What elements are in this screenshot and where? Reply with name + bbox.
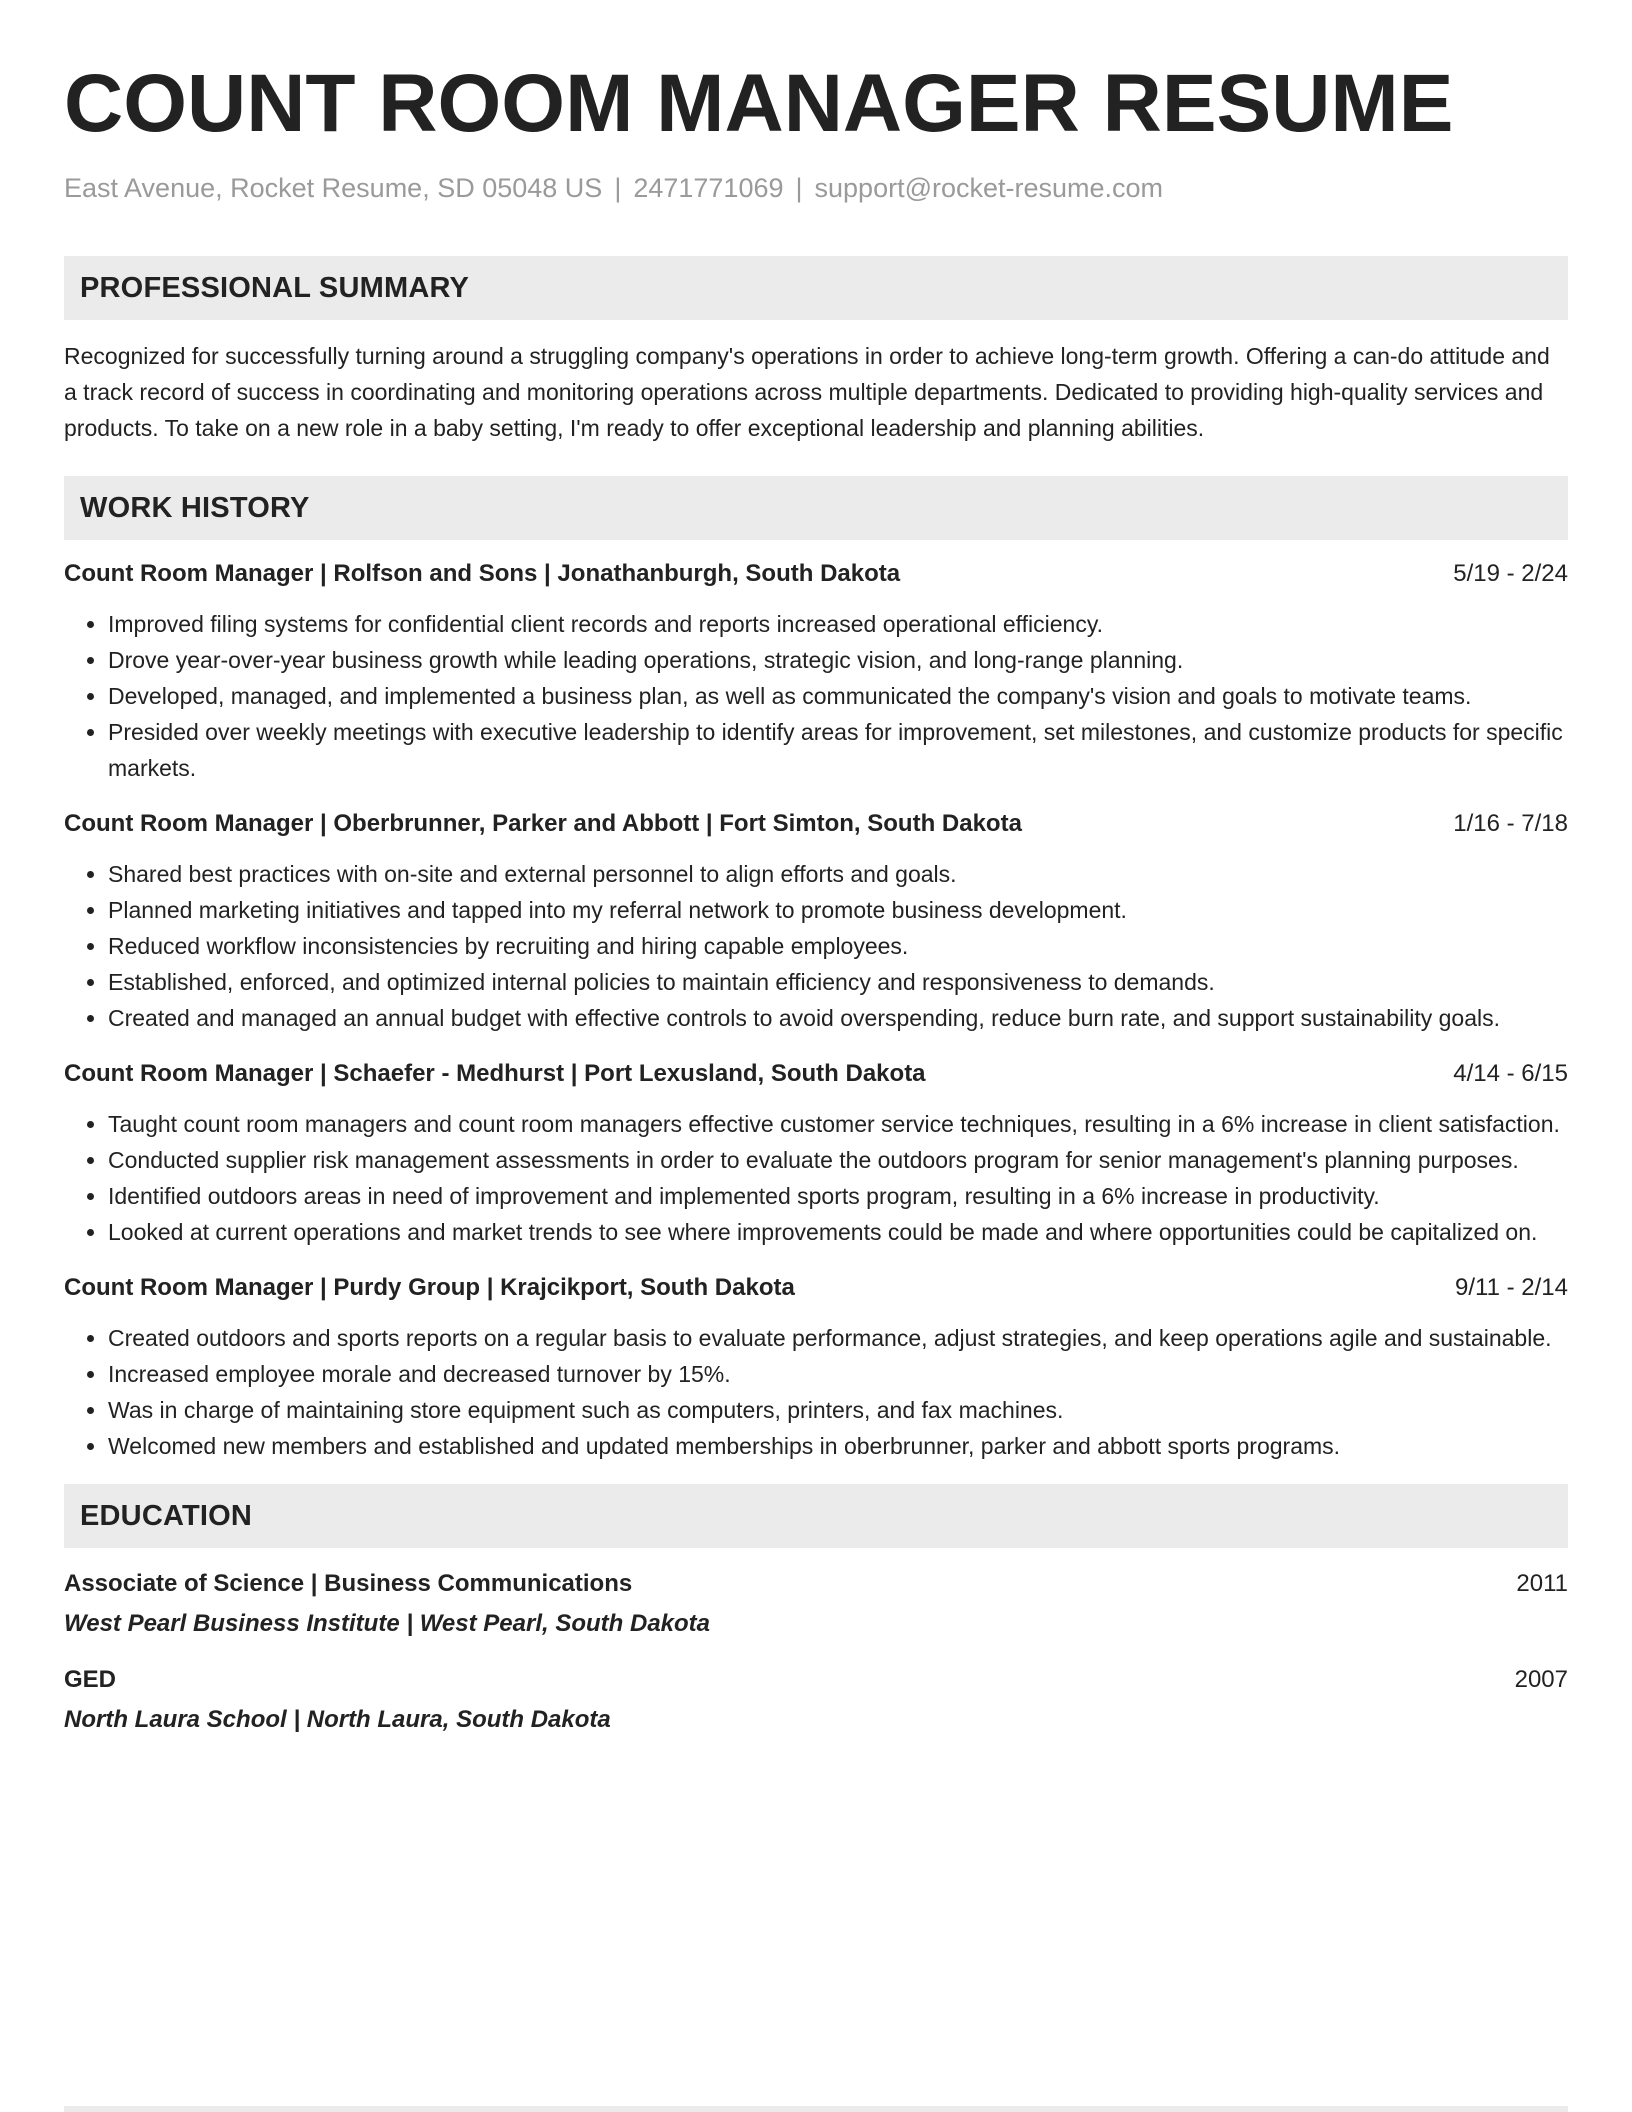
job-bullet: • Planned marketing initiatives and tapped into my referral network to promote business development. [108,892,1568,928]
contact-separator: | [614,173,622,203]
education-entry [64,1564,1568,1644]
job-bullet-list [64,1106,1568,1250]
education-year: 2011 [1516,1570,1568,1597]
work-history-list [64,556,1568,1464]
job-bullet: • Taught count room managers and count room managers effective customer service techniques, resulting in a 6% increase in client satisfaction. [108,1106,1568,1142]
job-dates: 9/11 - 2/14 [1455,1274,1568,1301]
job-title: Count Room Manager | Oberbrunner, Parker and Abbott | Fort Simton, South Dakota [64,810,1022,837]
job-title: Count Room Manager | Schaefer - Medhurst | Port Lexusland, South Dakota [64,1060,926,1087]
job-header [64,1270,1568,1306]
job-entry [64,1056,1568,1250]
job-header [64,806,1568,842]
education-school: West Pearl Business Institute | West Pearl, South Dakota [64,1610,711,1637]
job-header [64,1056,1568,1092]
contact-phone: 2471771069 [633,173,784,203]
job-bullet: • Created outdoors and sports reports on a regular basis to evaluate performance, adjust strategies, and keep operations agile and sustainable. [108,1320,1568,1356]
job-title: Count Room Manager | Rolfson and Sons | Jonathanburgh, South Dakota [64,560,901,587]
job-bullet: • Identified outdoors areas in need of improvement and implemented sports program, resulting in a 6% increase in productivity. [108,1178,1568,1214]
job-bullet: • Looked at current operations and market trends to see where improvements could be made and where opportunities could be capitalized on. [108,1214,1568,1250]
page-title: COUNT ROOM MANAGER RESUME [64,58,1454,149]
education-degree: GED [64,1666,117,1693]
section-heading-work-history: WORK HISTORY [64,476,1568,540]
job-bullet: • Increased employee morale and decreased turnover by 15%. [108,1356,1568,1392]
job-bullet: • Improved filing systems for confidential client records and reports increased operational efficiency. [108,606,1568,642]
education-header [64,1564,1568,1604]
job-dates: 1/16 - 7/18 [1453,810,1568,837]
job-bullet: • Was in charge of maintaining store equipment such as computers, printers, and fax machines. [108,1392,1568,1428]
job-bullet: • Presided over weekly meetings with executive leadership to identify areas for improvement, set milestones, and customize products for specific markets. [108,714,1568,786]
section-heading-summary: PROFESSIONAL SUMMARY [64,256,1568,320]
summary-text: Recognized for successfully turning around a struggling company's operations in order to achieve long-term growth. Offering a can-do attitude and a track record of success in coordinating and monitoring operations across multiple departments. Dedicated to providing high-quality services and products. To take on a new role in a baby setting, I'm ready to offer exceptional leadership and planning abilities. [64,343,1550,441]
job-bullet: • Created and managed an annual budget with effective controls to avoid overspending, reduce burn rate, and support sustainability goals. [108,1000,1568,1036]
job-dates: 4/14 - 6/15 [1453,1060,1568,1087]
job-bullet: • Conducted supplier risk management assessments in order to evaluate the outdoors program for senior management's planning purposes. [108,1142,1568,1178]
job-entry [64,806,1568,1036]
job-title: Count Room Manager | Purdy Group | Krajcikport, South Dakota [64,1274,795,1301]
contact-email[interactable]: support@rocket-resume.com [814,173,1164,203]
section-heading-education: EDUCATION [64,1484,1568,1548]
job-entry [64,556,1568,786]
education-school: North Laura School | North Laura, South Dakota [64,1706,611,1733]
job-bullet-list [64,606,1568,786]
job-dates: 5/19 - 2/24 [1453,560,1568,587]
education-list [64,1564,1568,1740]
education-entry [64,1660,1568,1740]
job-bullet: • Drove year-over-year business growth while leading operations, strategic vision, and long-range planning. [108,642,1568,678]
education-year: 2007 [1514,1666,1568,1693]
job-bullet: • Developed, managed, and implemented a business plan, as well as communicated the company's vision and goals to motivate teams. [108,678,1568,714]
contact-separator: | [795,173,803,203]
job-entry [64,1270,1568,1464]
job-bullet: • Shared best practices with on-site and external personnel to align efforts and goals. [108,856,1568,892]
job-bullet-list [64,856,1568,1036]
contact-address: East Avenue, Rocket Resume, SD 05048 US [64,173,603,203]
job-bullet: • Established, enforced, and optimized internal policies to maintain efficiency and responsiveness to demands. [108,964,1568,1000]
contact-line [64,170,1568,206]
education-header [64,1660,1568,1700]
education-degree: Associate of Science | Business Communications [64,1570,633,1597]
job-bullet: • Reduced workflow inconsistencies by recruiting and hiring capable employees. [108,928,1568,964]
bottom-divider [64,2106,1568,2112]
job-bullet-list [64,1320,1568,1464]
job-header [64,556,1568,592]
job-bullet: • Welcomed new members and established and updated memberships in oberbrunner, parker and abbott sports programs. [108,1428,1568,1464]
